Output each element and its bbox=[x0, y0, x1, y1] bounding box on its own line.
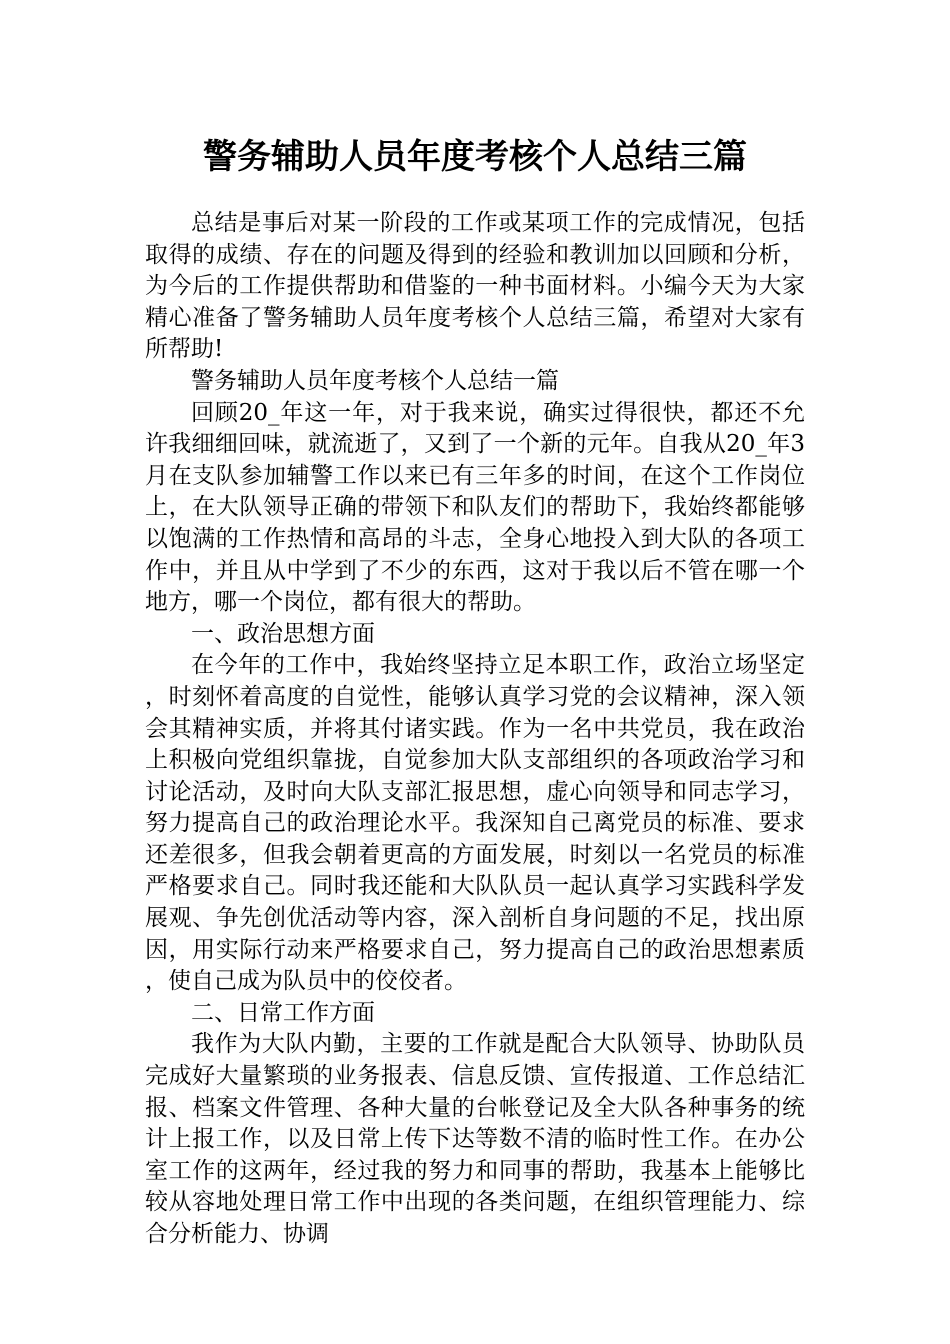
body-paragraph: 在今年的工作中，我始终坚持立足本职工作，政治立场坚定，时刻怀着高度的自觉性，能够认真学习党的会议精神，深入领会其精神实质，并将其付诸实践。作为一名中共党员，我在政治上积极向党组织靠拢，自觉参加大队支部组织的各项政治学习和讨论活动，及时向大队支部汇报思想，虚心向领导和同志学习，努力提高自己的政治理论水平。我深知自己离党员的标准、要求还差很多，但我会朝着更高的方面发展，时刻以一名党员的标准严格要求自己。同时我还能和大队队员一起认真学习实践科学发展观、争先创优活动等内容，深入剖析自身问题的不足，找出原因，用实际行动来严格要求自己，努力提高自己的政治思想素质，使自己成为队员中的佼佼者。 bbox=[145, 652, 805, 995]
document-body bbox=[145, 208, 805, 1251]
body-paragraph: 回顾20_年这一年，对于我来说，确实过得很快，都还不允许我细细回味，就流逝了，又到了一个新的元年。自我从20_年3月在支队参加辅警工作以来已有三年多的时间，在这个工作岗位上，在大队领导正确的带领下和队友们的帮助下，我始终都能够以饱满的工作热情和高昂的斗志，全身心地投入到大队的各项工作中，并且从中学到了不少的东西，这对于我以后不管在哪一个地方，哪一个岗位，都有很大的帮助。 bbox=[145, 399, 805, 616]
subheading-political: 一、政治思想方面 bbox=[191, 620, 375, 647]
section-title: 警务辅助人员年度考核个人总结一篇 bbox=[191, 367, 559, 394]
subheading-daily-work: 二、日常工作方面 bbox=[191, 999, 375, 1026]
document-title: 警务辅助人员年度考核个人总结三篇 bbox=[203, 137, 747, 177]
body-paragraph: 我作为大队内勤，主要的工作就是配合大队领导、协助队员完成好大量繁琐的业务报表、信息反馈、宣传报道、工作总结汇报、档案文件管理、各种大量的台帐登记及全大队各种事务的统计上报工作，以及日常上传下达等数不清的临时性工作。在办公室工作的这两年，经过我的努力和同事的帮助，我基本上能够比较从容地处理日常工作中出现的各类问题，在组织管理能力、综合分析能力、协调 bbox=[145, 1031, 805, 1247]
intro-paragraph: 总结是事后对某一阶段的工作或某项工作的完成情况，包括取得的成绩、存在的问题及得到的经验和教训加以回顾和分析，为今后的工作提供帮助和借鉴的一种书面材料。小编今天为大家精心准备了警务辅助人员年度考核个人总结三篇，希望对大家有所帮助! bbox=[145, 210, 805, 363]
